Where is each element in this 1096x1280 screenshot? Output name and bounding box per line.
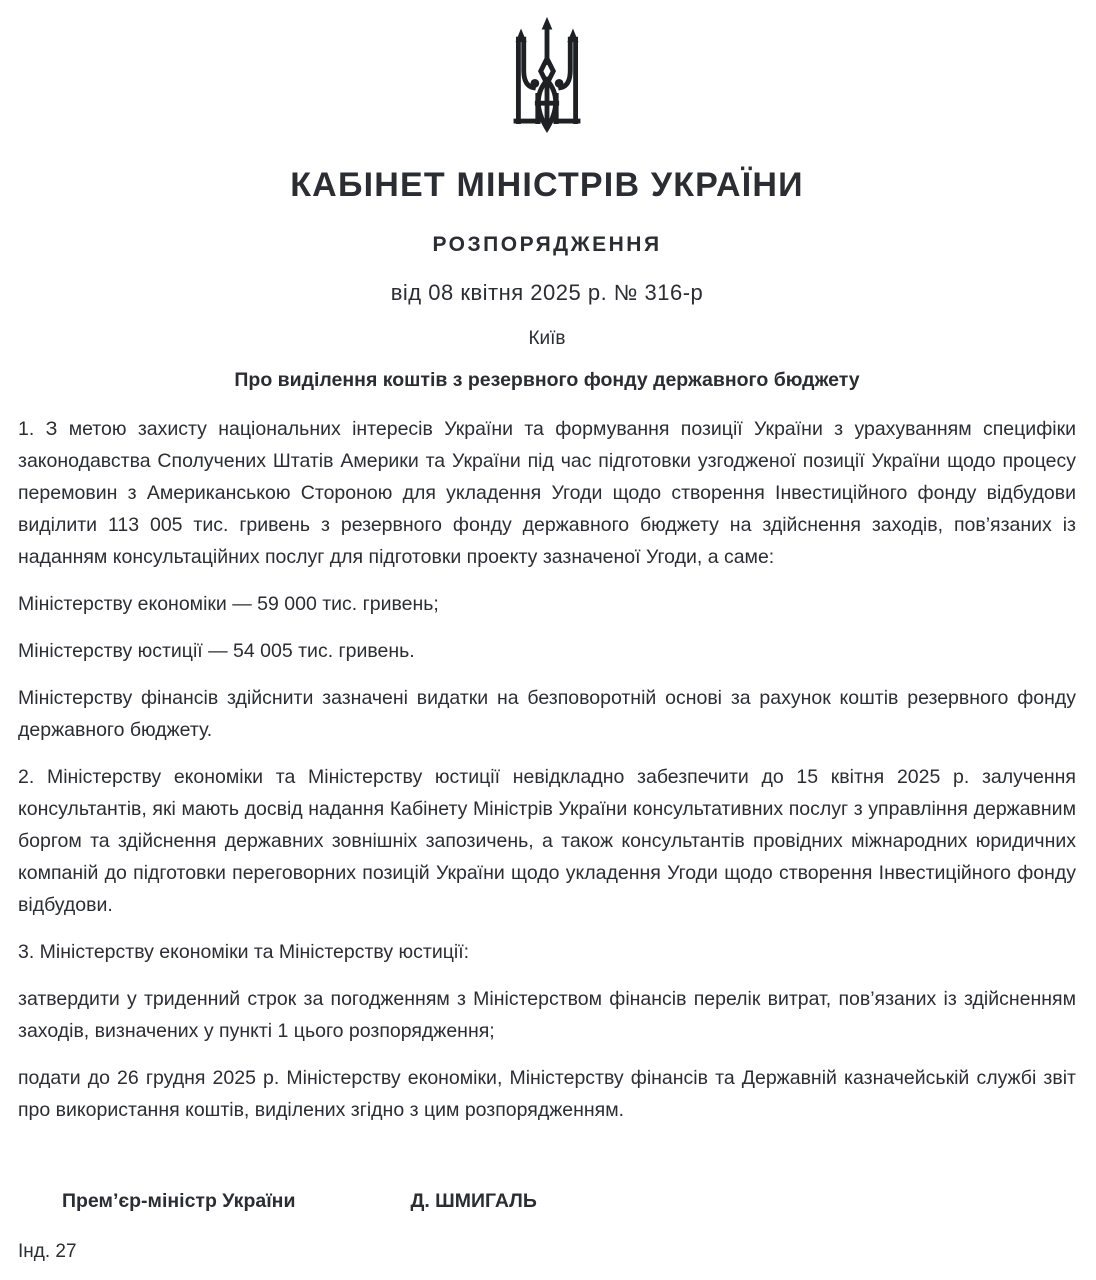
ukraine-trident-icon — [507, 14, 587, 140]
index-note: Інд. 27 — [18, 1241, 77, 1262]
city-line: Київ — [528, 328, 566, 349]
paragraph-report: подати до 26 грудня 2025 р. Міністерству економіки, Міністерству фінансів та Державній казначейській службі звіт про використання коштів, виділених згідно з цим розпорядженням. — [18, 1067, 1076, 1121]
paragraph-allocation-justice: Міністерству юстиції — 54 005 тис. гривень. — [18, 640, 415, 662]
doc-type-heading: РОЗПОРЯДЖЕННЯ — [432, 233, 662, 256]
paragraph-approve-expenses: затвердити у триденний строк за погодженням з Міністерством фінансів перелік витрат, пов’язаних із здійсненням заходів, визначених у пункті 1 цього розпорядження; — [18, 988, 1076, 1042]
paragraph-2: 2. Міністерству економіки та Міністерству юстиції невідкладно забезпечити до 15 квітня 2025 р. залучення консультантів, які мають досвід надання Кабінету Міністрів України консультативних послуг з управління державним боргом та здійснення державних зовнішніх запозичень, а також консультантів провідних міжнародних юридичних компаній до підготовки переговорних позицій України щодо укладення Угоди щодо створення Інвестиційного фонду відбудови. — [18, 766, 1076, 916]
paragraph-1: 1. З метою захисту національних інтересів України та формування позиції України з урахуванням специфіки законодавства Сполучених Штатів Америки та України під час підготовки узгодженої позиції України щодо процесу перемовин з Американською Стороною для укладення Угоди щодо створення Інвестиційного фонду відбудови виділити 113 005 тис. гривень з резервного фонду державного бюджету на здійснення заходів, пов’язаних із наданням консультаційних послуг для підготовки проекту зазначеної Угоди, а саме: — [18, 418, 1076, 568]
signature-position: Прем’єр-міністр України — [62, 1190, 296, 1212]
paragraph-allocation-economy: Міністерству економіки — 59 000 тис. гривень; — [18, 593, 439, 615]
paragraph-3: 3. Міністерству економіки та Міністерству юстиції: — [18, 941, 470, 963]
date-number-line: від 08 квітня 2025 р. № 316-р — [390, 280, 704, 305]
signature-name: Д. ШМИГАЛЬ — [410, 1190, 537, 1212]
org-name: КАБІНЕТ МІНІСТРІВ УКРАЇНИ — [290, 166, 804, 204]
signature-row — [18, 1189, 1076, 1213]
paragraph-finance-ministry: Міністерству фінансів здійснити зазначені видатки на безповоротній основі за рахунок коштів резервного фонду державного бюджету. — [18, 687, 1076, 741]
document-title: Про виділення коштів з резервного фонду державного бюджету — [234, 369, 860, 391]
document-body — [18, 413, 1076, 1126]
